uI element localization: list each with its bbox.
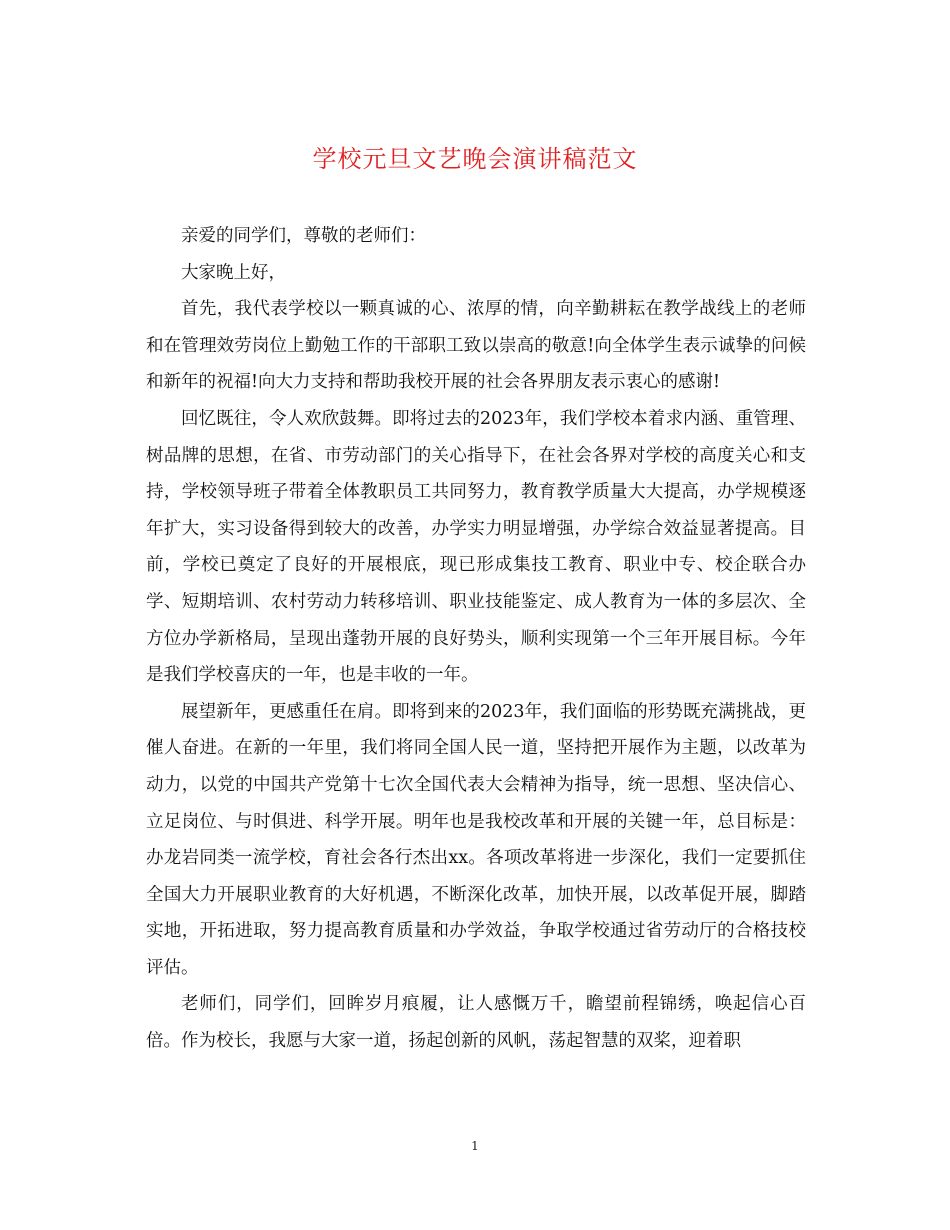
- document-title: 学校元旦文艺晚会演讲稿范文: [312, 145, 638, 173]
- document-body: [146, 218, 806, 1060]
- page-number: 1: [471, 1139, 479, 1153]
- paragraph-outlook: 展望新年，更感重任在肩。即将到来的2023年，我们面临的形势既充满挑战，更催人奋进。在新的一年里，我们将同全国人民一道，坚持把开展作为主题，以改革为动力，以党的中国共产党第十七次全国代表大会精神为指导，统一思想、坚决信心、立足岗位、与时俱进、科学开展。明年也是我校改革和开展的关键一年，总目标是：办龙岩同类一流学校，育社会各行杰出xx。各项改革将进一步深化，我们一定要抓住全国大力开展职业教育的大好机遇，不断深化改革，加快开展，以改革促开展，脚踏实地，开拓进取，努力提高教育质量和办学效益，争取学校通过省劳动厅的合格技校评估。: [146, 701, 806, 978]
- paragraph-salutation: 亲爱的同学们，尊敬的老师们：: [181, 226, 426, 246]
- paragraph-closing: 老师们，同学们，回眸岁月痕履，让人感慨万千，瞻望前程锦绣，唤起信心百倍。作为校长，我愿与大家一道，扬起创新的风帆，荡起智慧的双桨，迎着职: [146, 994, 806, 1052]
- paragraph-greeting: 大家晚上好，: [181, 262, 286, 283]
- paragraph-review: 回忆既往，令人欢欣鼓舞。即将过去的2023年，我们学校本着求内涵、重管理、树品牌的思想，在省、市劳动部门的关心指导下，在社会各界对学校的高度关心和支持，学校领导班子带着全体教职员工共同努力，教育教学质量大大提高，办学规模逐年扩大，实习设备得到较大的改善，办学实力明显增强，办学综合效益显著提高。目前，学校已奠定了良好的开展根底，现已形成集技工教育、职业中专、校企联合办学、短期培训、农村劳动力转移培训、职业技能鉴定、成人教育为一体的多层次、全方位办学新格局，呈现出蓬勃开展的良好势头，顺利实现第一个三年开展目标。今年是我们学校喜庆的一年，也是丰收的一年。: [146, 408, 806, 686]
- paragraph-respect: 首先，我代表学校以一颗真诚的心、浓厚的情，向辛勤耕耘在教学战线上的老师和在管理效劳岗位上勤勉工作的干部职工致以崇高的敬意!向全体学生表示诚挚的问候和新年的祝福!向大力支持和帮助我校开展的社会各界朋友表示衷心的感谢!: [146, 299, 806, 393]
